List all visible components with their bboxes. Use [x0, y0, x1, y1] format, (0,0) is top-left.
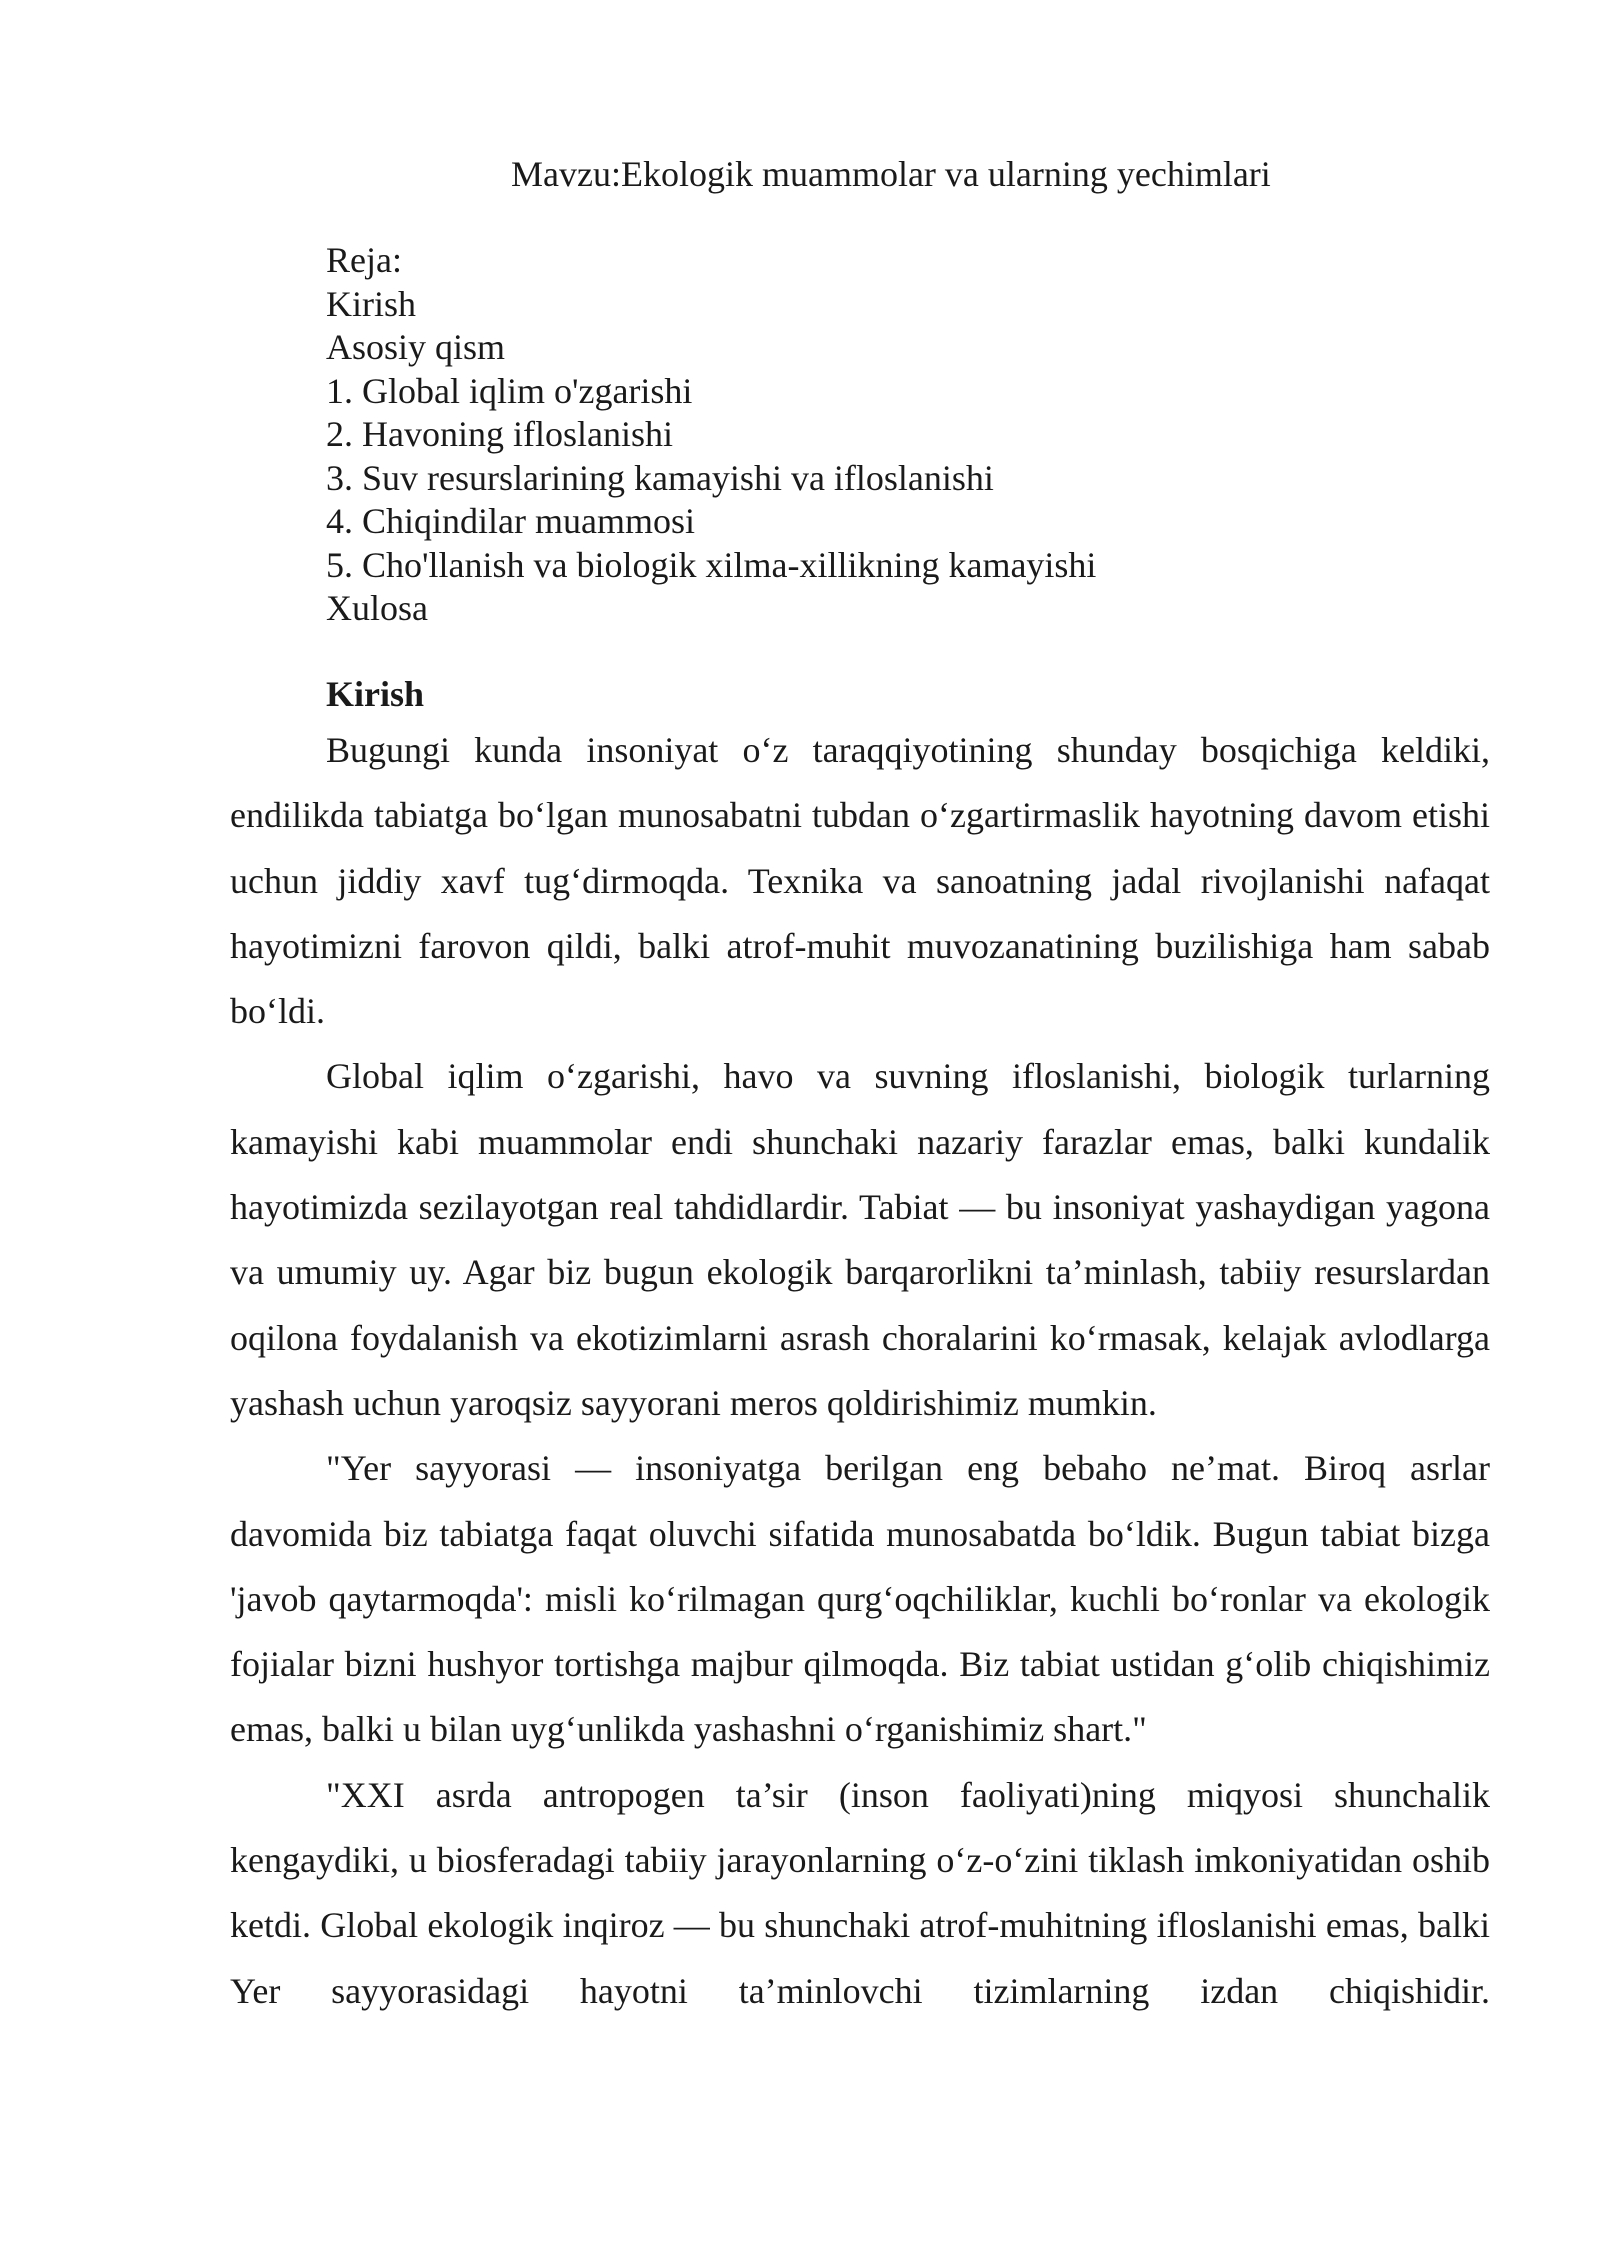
paragraph: Global iqlim o‘zgarishi, havo va suvning ifloslanishi, biologik turlarning kamayishi kabi muammolar endi shunchaki nazariy farazlar emas, balki kundalik hayotimizda sezilayotgan real tahdidlardir. Tabiat — bu insoniyat yashaydigan yagona va umumiy uy. Agar biz bugun ekologik barqarorlikni ta’minlash, tabiiy resurslardan oqilona foydalanish va ekotizimlarni asrash choralarini ko‘rmasak, kelajak avlodlarga yashash uchun yaroqsiz sayyorani meros qoldirishimiz mumkin. [230, 1056, 1490, 1423]
section-heading: Kirish [326, 674, 425, 714]
plan-item: 5. Cho'llanish va biologik xilma-xillikning kamayishi [326, 544, 1097, 585]
paragraph: Bugungi kunda insoniyat o‘z taraqqiyotining shunday bosqichiga keldiki, endilikda tabiatga bo‘lgan munosabatni tubdan o‘zgartirmaslik hayotning davom etishi uchun jiddiy xavf tug‘dirmoqda. Texnika va sanoatning jadal rivojlanishi nafaqat hayotimizni farovon qildi, balki atrof-muhit muvozanatining buzilishiga ham sabab bo‘ldi. [230, 730, 1490, 1032]
plan-item: 4. Chiqindilar muammosi [326, 501, 695, 541]
plan-item: Asosiy qism [326, 327, 506, 367]
plan-item: Kirish [326, 283, 416, 324]
plan-item: 1. Global iqlim o'zgarishi [326, 370, 693, 411]
paragraph: "XXI asrda antropogen ta’sir (inson faoliyati)ning miqyosi shunchalik kengaydiki, u biosferadagi tabiiy jarayonlarning o‘z-o‘zini tiklash imkoniyatidan oshib ketdi. Global ekologik inqiroz — bu shunchaki atrof-muhitning ifloslanishi emas, balki Yer sayyorasidagi hayotni ta’minlovchi tizimlarning izdan chiqishidir. [230, 1774, 1490, 2011]
plan-list [326, 239, 1096, 631]
section-body [230, 718, 1490, 2024]
document-title: Mavzu:Ekologik muammolar va ularning yechimlari [511, 154, 1271, 194]
plan-item: 3. Suv resurslarining kamayishi va ifloslanishi [326, 457, 994, 498]
plan-heading: Reja: [326, 240, 402, 280]
plan-item: 2. Havoning ifloslanishi [326, 414, 673, 454]
plan-item: Xulosa [326, 588, 428, 628]
paragraph: "Yer sayyorasi — insoniyatga berilgan eng bebaho ne’mat. Biroq asrlar davomida biz tabiatga faqat oluvchi sifatida munosabatda bo‘ldik. Bugun tabiat bizga 'javob qaytarmoqda': misli ko‘rilmagan qurg‘oqchiliklar, kuchli bo‘ronlar va ekologik fojialar bizni hushyor tortishga majbur qilmoqda. Biz tabiat ustidan g‘olib chiqishimiz emas, balki u bilan uyg‘unlikda yashashni o‘rganishimiz shart." [230, 1448, 1490, 1750]
